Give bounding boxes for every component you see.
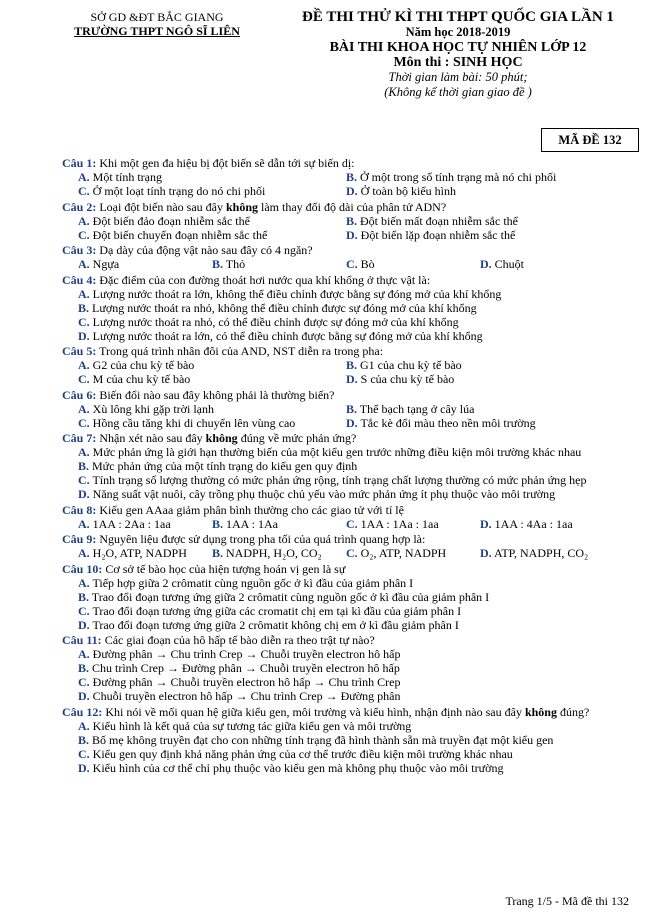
option-row <box>62 214 642 228</box>
option-letter: B. <box>78 459 90 473</box>
option-row <box>62 618 642 632</box>
question-9 <box>62 532 642 560</box>
option-letter: D. <box>78 328 90 343</box>
option-row <box>62 184 642 198</box>
option-letter: A. <box>78 257 90 271</box>
option-row <box>62 487 642 501</box>
option-text: Một tính trạng <box>89 170 162 184</box>
option-text: Đột biến mất đoạn nhiễm sắc thể <box>357 213 518 228</box>
option-text: O₂, ATP, NADPH <box>357 546 447 560</box>
option-text: G2 của chu kỳ tế bào <box>89 358 195 372</box>
question-stem <box>62 705 642 719</box>
option-row <box>62 315 642 329</box>
option-row <box>62 647 642 661</box>
option-letter: C. <box>78 372 90 386</box>
option-a <box>62 546 212 560</box>
option-letter: A. <box>78 647 90 661</box>
option-text: Tắc kè đổi màu theo nền môi trường <box>357 415 536 430</box>
option-c <box>62 604 642 618</box>
option-letter: A. <box>78 213 90 228</box>
option-text: Tính trạng số lượng thường có mức phản ứng rộng, tính trạng chất lượng thường có mức phản ứng hẹp <box>89 473 587 487</box>
option-letter: C. <box>78 603 90 618</box>
school-year: Năm học 2018-2019 <box>405 25 511 39</box>
option-row <box>62 445 642 459</box>
option-row <box>62 546 642 560</box>
option-b <box>212 257 346 271</box>
question-10 <box>62 562 642 632</box>
option-letter: B. <box>212 516 224 531</box>
option-row <box>62 517 642 531</box>
option-c <box>62 372 346 386</box>
option-letter: C. <box>346 516 358 531</box>
option-text: Trao đổi đoạn tương ứng giữa các cromatit chị em tại kì đầu của giảm phân I <box>89 603 462 618</box>
option-letter: B. <box>346 358 358 372</box>
option-b <box>346 214 614 228</box>
option-d <box>480 517 614 531</box>
option-letter: C. <box>78 227 90 242</box>
option-text: Mức phản ứng là giới hạn thường biến của một kiểu gen trước những điều kiện môi trường khác nhau <box>89 445 582 459</box>
question-number: Câu 11: <box>62 633 102 647</box>
option-letter: A. <box>78 401 90 416</box>
question-text: Trong quá trình nhân đôi của AND, NST diễn ra trong pha: <box>96 344 384 358</box>
option-text: H₂O, ATP, NADPH <box>89 546 187 560</box>
option-c <box>62 315 642 329</box>
question-text: Loại đột biến nào sau đây không làm thay đổi độ dài của phân tử ADN? <box>96 199 447 214</box>
question-text: Các giai đoạn của hô hấp tế bào diễn ra theo trật tự nào? <box>101 633 375 647</box>
option-letter: A. <box>78 516 90 531</box>
option-text: Đột biến chuyển đoạn nhiễm sắc thể <box>89 227 268 242</box>
question-number: Câu 2: <box>62 199 97 214</box>
option-d <box>62 487 642 501</box>
option-text: Đường phân → Chuỗi truyền electron hô hấp → Chu trình Crep <box>89 675 401 689</box>
exam-name: BÀI THI KHOA HỌC TỰ NHIÊN LỚP 12 <box>329 40 587 55</box>
option-text: Thỏ <box>223 257 246 271</box>
question-number: Câu 5: <box>62 344 97 358</box>
question-text: Cơ sở tế bào học của hiện tượng hoán vị gen là sự <box>102 561 346 576</box>
exam-title: ĐỀ THI THỬ KÌ THI THPT QUỐC GIA LẦN 1 <box>302 9 614 25</box>
option-row <box>62 747 642 761</box>
question-3 <box>62 243 642 271</box>
question-stem <box>62 633 642 647</box>
option-letter: C. <box>78 473 90 487</box>
option-row <box>62 590 642 604</box>
option-row <box>62 287 642 301</box>
option-c <box>62 675 642 689</box>
option-d <box>480 257 614 271</box>
option-letter: C. <box>78 675 90 689</box>
option-letter: D. <box>480 257 492 271</box>
option-text: Kiểu hình của cơ thể chỉ phụ thuộc vào kiểu gen mà không phụ thuộc vào môi trường <box>89 760 504 775</box>
option-text: M của chu kỳ tế bào <box>89 372 191 386</box>
option-row <box>62 301 642 315</box>
option-text: G1 của chu kỳ tế bào <box>357 358 462 372</box>
option-letter: C. <box>78 184 90 198</box>
question-stem <box>62 431 642 445</box>
question-number: Câu 7: <box>62 431 97 445</box>
option-d <box>346 228 614 242</box>
option-text: Lượng nước thoát ra nhỏ, có thể điều chỉnh được sự đóng mở của khí khổng <box>89 314 459 329</box>
question-number: Câu 6: <box>62 387 97 402</box>
option-c <box>346 517 480 531</box>
option-c <box>62 747 642 761</box>
option-row <box>62 257 642 271</box>
option-row <box>62 329 642 343</box>
dept-name: SỞ GD &ĐT BẮC GIANG <box>90 10 224 24</box>
option-row <box>62 170 642 184</box>
option-letter: A. <box>78 445 90 459</box>
option-text: Mức phản ứng của một tính trạng do kiểu gen quy định <box>89 459 358 473</box>
question-text: Kiểu gen AAaa giảm phân bình thường cho các giao tử với tỉ lệ <box>96 502 404 517</box>
option-b <box>62 661 642 675</box>
school-name: TRƯỜNG THPT NGÔ SĨ LIÊN <box>74 24 240 38</box>
question-stem <box>62 532 642 546</box>
option-text: 1AA : 4Aa : 1aa <box>491 516 573 531</box>
question-stem <box>62 243 642 257</box>
question-stem <box>62 273 642 287</box>
option-b <box>62 590 642 604</box>
question-stem <box>62 388 642 402</box>
option-letter: B. <box>78 589 90 604</box>
option-text: ATP, NADPH, CO₂ <box>491 546 589 560</box>
option-text: Ở toàn bộ kiểu hình <box>357 184 456 198</box>
question-text: Khi một gen đa hiệu bị đột biến sẽ dẫn tới sự biến dị: <box>96 156 355 170</box>
option-letter: A. <box>78 358 90 372</box>
option-a <box>62 257 212 271</box>
option-letter: B. <box>78 661 90 675</box>
option-text: S của chu kỳ tế bào <box>357 372 455 386</box>
question-1 <box>62 156 642 198</box>
option-row <box>62 416 642 430</box>
option-d <box>346 184 614 198</box>
option-letter: D. <box>78 487 90 501</box>
option-text: Đột biến lặp đoạn nhiễm sắc thể <box>357 227 516 242</box>
option-row <box>62 689 642 703</box>
exam-header <box>270 10 646 100</box>
option-text: Trao đổi đoạn tương ứng giữa 2 crômatit cùng nguồn gốc ở kì đầu của giảm phân I <box>89 589 490 604</box>
option-text: Đường phân → Chu trình Crep → Chuỗi truyền electron hô hấp <box>89 647 401 661</box>
question-6 <box>62 388 642 430</box>
option-d <box>62 761 642 775</box>
option-b <box>346 402 614 416</box>
option-letter: B. <box>212 546 224 560</box>
option-b <box>62 733 642 747</box>
option-letter: D. <box>346 372 358 386</box>
option-row <box>62 604 642 618</box>
question-5 <box>62 344 642 386</box>
question-stem <box>62 503 642 517</box>
option-letter: D. <box>480 516 492 531</box>
option-d <box>62 329 642 343</box>
option-letter: C. <box>78 415 90 430</box>
option-text: Năng suất vật nuôi, cây trồng phụ thuộc chủ yếu vào mức phản ứng ít phụ thuộc vào môi trường <box>89 487 556 501</box>
option-letter: A. <box>78 575 90 590</box>
option-letter: C. <box>78 746 90 761</box>
option-row <box>62 459 642 473</box>
option-a <box>62 517 212 531</box>
option-text: Bố mẹ không truyền đạt cho con những tính trạng đã hình thành sẵn mà truyền đạt một kiểu gen <box>89 732 554 747</box>
option-text: 1AA : 1Aa <box>223 516 279 531</box>
question-text: Đặc điểm của con đường thoát hơi nước qua khí khổng ở thực vật là: <box>96 272 431 287</box>
subject: Môn thi : SINH HỌC <box>393 55 523 70</box>
question-number: Câu 12: <box>62 704 103 719</box>
option-text: Lượng nước thoát ra lớn, có thể điều chỉnh được bằng sự đóng mở của khí khổng <box>89 328 483 343</box>
option-letter: A. <box>78 170 90 184</box>
option-a <box>62 402 346 416</box>
question-list <box>62 156 642 776</box>
option-text: Bò <box>357 257 375 271</box>
option-row <box>62 576 642 590</box>
question-number: Câu 1: <box>62 156 97 170</box>
option-row <box>62 228 642 242</box>
option-letter: A. <box>78 546 90 560</box>
question-text: Biến đổi nào sau đây không phải là thường biến? <box>96 387 335 402</box>
option-text: Kiểu hình là kết quả của sự tương tác giữa kiểu gen và môi trường <box>89 718 412 733</box>
option-text: Ngựa <box>89 257 120 271</box>
question-12 <box>62 705 642 775</box>
option-a <box>62 214 346 228</box>
question-8 <box>62 503 642 531</box>
option-letter: D. <box>346 227 358 242</box>
question-text: Dạ dày của động vật nào sau đây có 4 ngăn? <box>96 243 313 257</box>
option-c <box>62 184 346 198</box>
option-text: Chuỗi truyền electron hô hấp → Chu trình Crep → Đường phân <box>89 689 401 703</box>
option-b <box>212 517 346 531</box>
option-row <box>62 761 642 775</box>
option-letter: B. <box>78 732 90 747</box>
question-text: Nhận xét nào sau đây không đúng về mức phản ứng? <box>96 431 357 445</box>
question-text: Nguyên liệu được sử dụng trong pha tối của quá trình quang hợp là: <box>96 532 426 546</box>
option-text: Lượng nước thoát ra nhỏ, không thể điều chỉnh được sự đóng mở của khí khổng <box>89 300 477 315</box>
option-text: 1AA : 2Aa : 1aa <box>89 516 171 531</box>
option-a <box>62 719 642 733</box>
school-header <box>62 10 252 38</box>
option-letter: A. <box>78 718 90 733</box>
option-b <box>62 301 642 315</box>
option-row <box>62 372 642 386</box>
option-letter: B. <box>78 300 90 315</box>
question-4 <box>62 273 642 343</box>
question-number: Câu 8: <box>62 502 97 517</box>
option-text: Ở một loạt tính trạng do nó chi phối <box>89 184 266 198</box>
option-d <box>346 372 614 386</box>
option-text: Ở một trong số tính trạng mà nó chi phối <box>357 170 557 184</box>
option-c <box>346 257 480 271</box>
time-limit: Thời gian làm bài: 50 phút; <box>388 70 528 84</box>
option-b <box>346 358 614 372</box>
exam-code: MÃ ĐỀ 132 <box>541 128 639 152</box>
question-number: Câu 4: <box>62 272 97 287</box>
option-letter: D. <box>78 760 90 775</box>
option-letter: C. <box>346 546 358 560</box>
question-number: Câu 3: <box>62 243 97 257</box>
option-letter: A. <box>78 286 90 301</box>
question-stem <box>62 200 642 214</box>
option-a <box>62 576 642 590</box>
option-letter: C. <box>346 257 358 271</box>
option-b <box>62 459 642 473</box>
option-letter: D. <box>346 415 358 430</box>
option-text: Kiểu gen quy định khả năng phản ứng của cơ thể trước điều kiện môi trường khác nhau <box>89 746 513 761</box>
option-letter: B. <box>212 257 224 271</box>
option-text: Trao đổi đoạn tương ứng giữa 2 crômatit không chị em ở kì đầu giảm phân I <box>89 617 459 632</box>
question-7 <box>62 431 642 501</box>
option-a <box>62 287 642 301</box>
option-text: Lượng nước thoát ra lớn, không thể điều chỉnh được bằng sự đóng mở của khí khổng <box>89 286 502 301</box>
option-letter: D. <box>78 617 90 632</box>
question-number: Câu 9: <box>62 532 97 546</box>
option-d <box>62 618 642 632</box>
option-a <box>62 445 642 459</box>
option-d <box>480 546 614 560</box>
question-stem <box>62 344 642 358</box>
option-letter: D. <box>346 184 358 198</box>
option-row <box>62 473 642 487</box>
option-text: Đột biến đảo đoạn nhiễm sắc thể <box>89 213 250 228</box>
option-text: Chu trình Crep → Đường phân → Chuỗi truyền electron hô hấp <box>89 661 400 675</box>
option-a <box>62 358 346 372</box>
option-c <box>62 416 346 430</box>
option-letter: B. <box>346 170 358 184</box>
question-text: Khi nói về mối quan hệ giữa kiểu gen, môi trường và kiểu hình, nhận định nào sau đây không đúng? <box>102 704 590 719</box>
option-letter: D. <box>78 689 90 703</box>
option-text: Chuột <box>491 257 525 271</box>
option-c <box>346 546 480 560</box>
option-text: Thể bạch tạng ở cây lúa <box>357 401 475 416</box>
option-c <box>62 228 346 242</box>
option-row <box>62 675 642 689</box>
option-d <box>62 689 642 703</box>
option-d <box>346 416 614 430</box>
option-row <box>62 719 642 733</box>
option-text: 1AA : 1Aa : 1aa <box>357 516 439 531</box>
option-a <box>62 647 642 661</box>
option-b <box>212 546 346 560</box>
question-stem <box>62 562 642 576</box>
question-11 <box>62 633 642 703</box>
option-c <box>62 473 642 487</box>
option-text: NADPH, H₂O, CO₂ <box>223 546 322 560</box>
question-stem <box>62 156 642 170</box>
option-a <box>62 170 346 184</box>
time-note: (Không kể thời gian giao đề ) <box>384 85 532 99</box>
option-row <box>62 661 642 675</box>
option-letter: C. <box>78 314 90 329</box>
option-text: Xù lông khi gặp trời lạnh <box>89 401 215 416</box>
question-number: Câu 10: <box>62 561 103 576</box>
question-2 <box>62 200 642 242</box>
option-row <box>62 733 642 747</box>
option-letter: D. <box>480 546 492 560</box>
option-b <box>346 170 614 184</box>
option-row <box>62 358 642 372</box>
option-row <box>62 402 642 416</box>
option-letter: B. <box>346 401 358 416</box>
option-text: Hồng cầu tăng khi di chuyển lên vùng cao <box>89 415 296 430</box>
page-footer: Trang 1/5 - Mã đề thi 132 <box>505 894 629 908</box>
option-letter: B. <box>346 213 358 228</box>
option-text: Tiếp hợp giữa 2 crômatit cùng nguồn gốc ở kì đầu của giảm phân I <box>89 575 414 590</box>
